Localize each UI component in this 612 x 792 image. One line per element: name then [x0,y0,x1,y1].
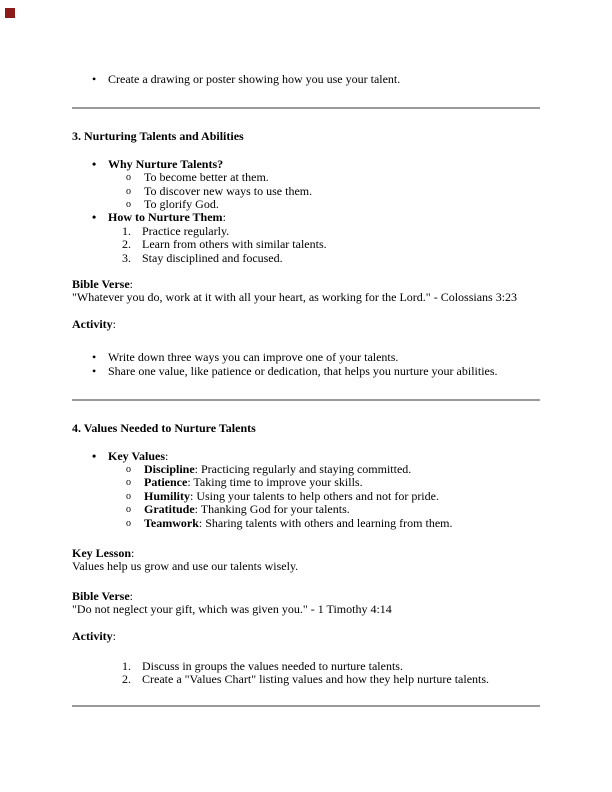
key-values-item [72,450,540,463]
list-number: 2. [122,672,131,687]
how-nurture-item [72,211,540,224]
why-sub-item [72,171,540,184]
why-sub-text: To glorify God. [144,197,219,212]
how-step-item [72,238,540,251]
circle-bullet-icon: o [126,504,131,516]
activity-step-item [72,660,540,673]
how-step-text: Practice regularly. [142,223,230,238]
circle-bullet-icon: o [126,199,131,211]
value-item [72,463,540,476]
activity-bullet-text: Write down three ways you can improve one of your talents. [108,350,399,365]
key-lesson-text: Values help us grow and use our talents wisely. [72,559,299,574]
list-number: 1. [122,658,131,673]
bullet-icon: • [92,210,97,225]
intro-bullet-text: Create a drawing or poster showing how you use your talent. [108,72,401,86]
activity-bullet-item [72,351,540,364]
intro-bullet-item [72,73,540,86]
section-3-heading: 3. Nurturing Talents and Abilities [72,129,244,144]
why-sub-item [72,198,540,211]
why-sub-text: To become better at them. [144,170,269,185]
how-step-text: Stay disciplined and focused. [142,250,283,265]
bible-verse-block [72,590,540,617]
activity-bullet-text: Share one value, like patience or dedication, that helps you nurture your abilities. [108,363,498,378]
bullet-icon: • [92,72,97,86]
activity-bullet-item [72,365,540,378]
bible-verse-block [72,278,540,305]
list-number: 2. [122,237,131,252]
value-item [72,517,540,530]
list-number: 1. [122,223,131,238]
value-text: Teamwork: Sharing talents with others and learning from them. [144,515,453,530]
key-lesson-label: Key Lesson: [72,545,135,560]
bullet-icon: • [92,363,97,378]
bullet-icon: • [92,448,97,463]
circle-bullet-icon: o [126,490,131,502]
bible-verse-text: "Whatever you do, work at it with all your heart, as working for the Lord." - Colossians 3:23 [72,290,518,305]
key-values-label: Key Values: [108,448,169,463]
list-number: 3. [122,250,131,265]
bullet-icon: • [92,156,97,171]
value-item [72,490,540,503]
circle-bullet-icon: o [126,172,131,184]
activity-label: Activity [72,628,113,643]
section-divider [72,399,540,401]
value-item [72,503,540,516]
activity-step-text: Discuss in groups the values needed to nurture talents. [142,658,403,673]
value-item [72,476,540,489]
activity-label-block: Activity: [72,628,116,643]
bible-verse-label: Bible Verse: [72,277,134,292]
bible-verse-label: Bible Verse: [72,588,134,603]
bible-verse-text: "Do not neglect your gift, which was given you." - 1 Timothy 4:14 [72,602,392,617]
why-sub-text: To discover new ways to use them. [144,183,313,198]
value-text: Humility: Using your talents to help others and not for pride. [144,488,439,503]
red-corner-marker-icon [5,8,15,18]
activity-label: Activity [72,316,113,331]
key-lesson-block [72,547,540,574]
circle-bullet-icon: o [126,185,131,197]
how-step-item [72,252,540,265]
why-sub-item [72,185,540,198]
document-content [72,73,540,707]
activity-step-text: Create a "Values Chart" listing values and how they help nurture talents. [142,672,490,687]
value-text: Gratitude: Thanking God for your talents. [144,502,350,517]
why-nurture-label: Why Nurture Talents? [108,156,224,171]
value-text: Discipline: Practicing regularly and staying committed. [144,461,412,476]
activity-step-item [72,673,540,686]
how-step-text: Learn from others with similar talents. [142,237,327,252]
circle-bullet-icon: o [126,477,131,489]
section-4-heading: 4. Values Needed to Nurture Talents [72,421,256,436]
value-text: Patience: Taking time to improve your skills. [144,475,363,490]
why-nurture-item [72,158,540,171]
circle-bullet-icon: o [126,517,131,529]
section-divider [72,705,540,707]
activity-label-block: Activity: [72,316,116,331]
section-divider [72,107,540,109]
bullet-icon: • [92,350,97,365]
how-step-item [72,225,540,238]
circle-bullet-icon: o [126,463,131,475]
how-nurture-label: How to Nurture Them: [108,210,226,225]
